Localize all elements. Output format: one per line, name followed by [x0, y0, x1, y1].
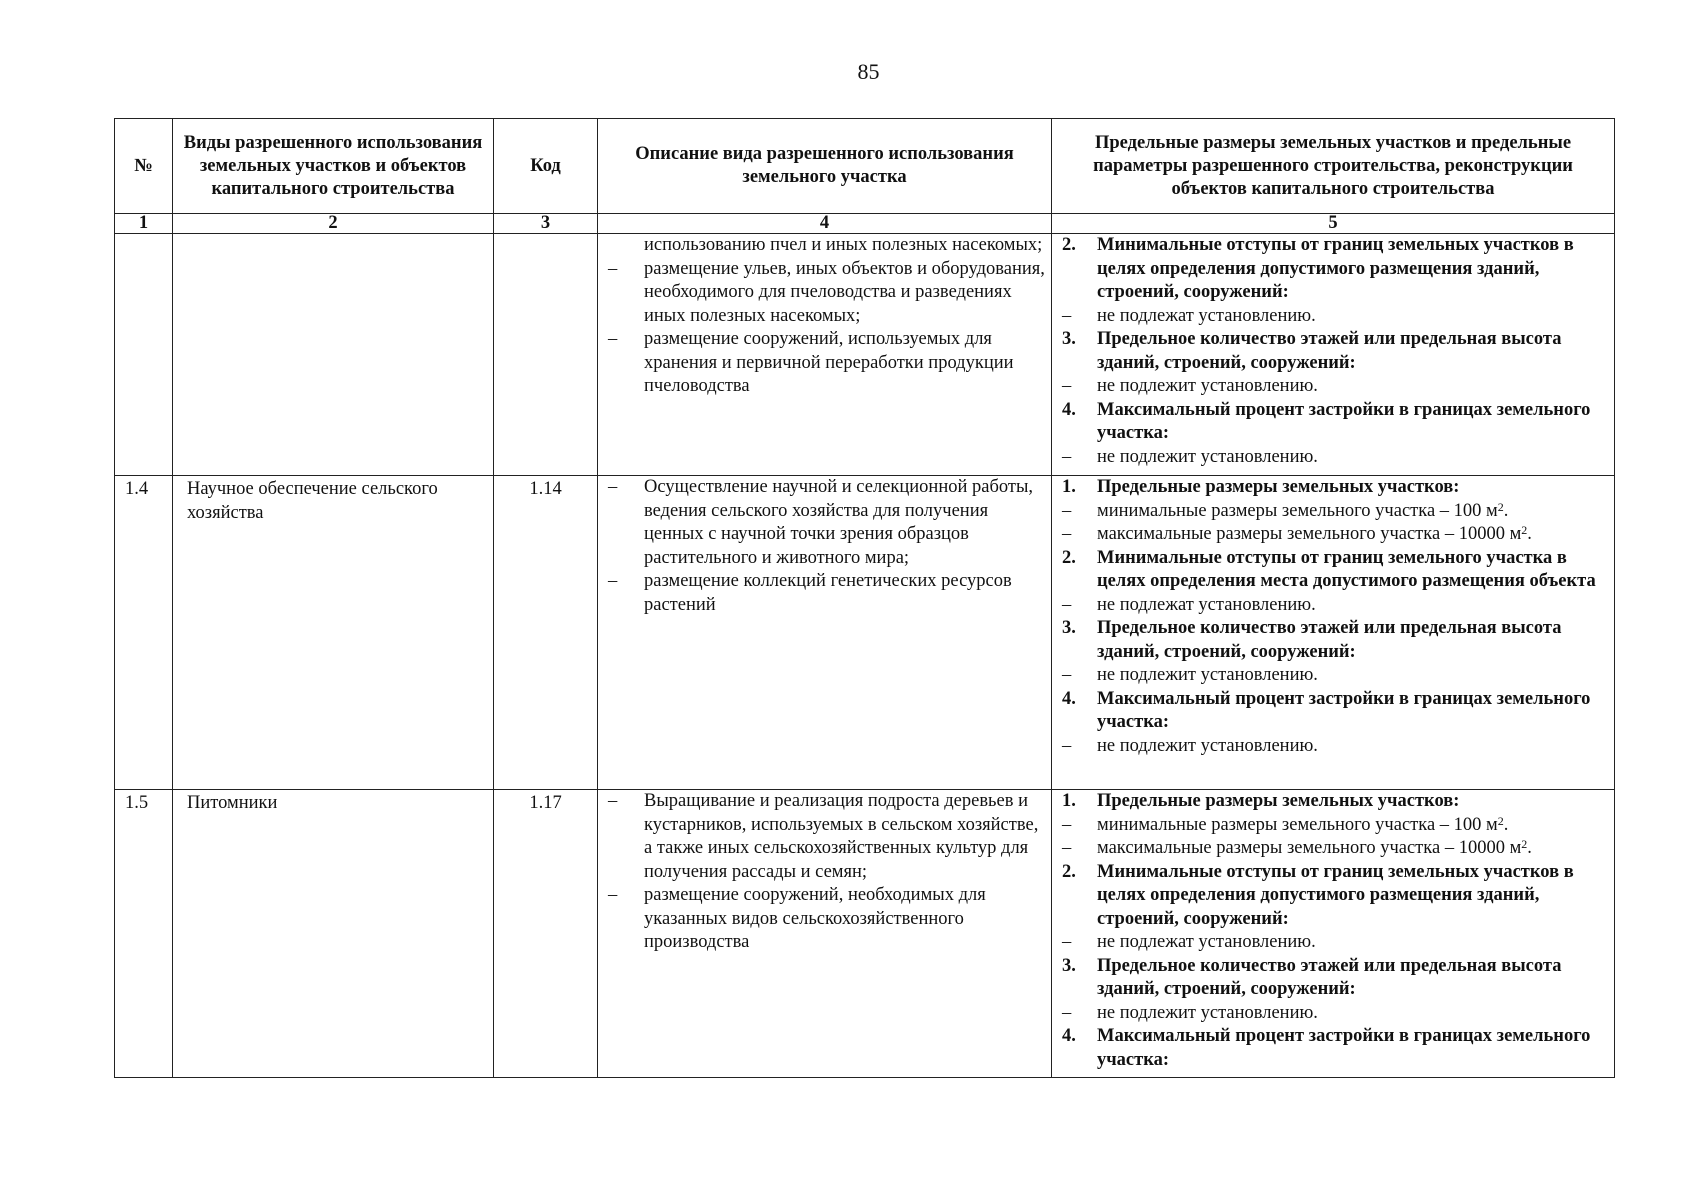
parameter-marker: 2. — [1062, 861, 1076, 882]
parameter-value — [1060, 375, 1610, 399]
parameter-value — [1060, 664, 1610, 688]
parameter-text: Предельные размеры земельных участков: — [1097, 791, 1460, 811]
parameter-heading — [1060, 547, 1610, 594]
parameter-text: Минимальные отступы от границ земельных участков в целях определения допустимого размещения зданий, строений, сооружений: — [1097, 235, 1574, 302]
parameter-heading — [1060, 328, 1610, 375]
description-text: размещение сооружений, необходимых для указанных видов сельскохозяйственного производства — [644, 885, 986, 952]
parameter-heading — [1060, 399, 1610, 446]
description-text: размещение сооружений, используемых для хранения и первичной переработки продукции пчеловодства — [644, 329, 1014, 396]
parameter-heading — [1060, 617, 1610, 664]
parameter-marker: – — [1062, 814, 1072, 835]
parameter-heading — [1060, 688, 1610, 735]
description-text: использованию пчел и иных полезных насекомых; — [644, 235, 1043, 255]
parameter-heading — [1060, 955, 1610, 1002]
cell-code: 1.17 — [494, 790, 598, 1078]
parameter-value — [1060, 523, 1610, 547]
parameter-text: не подлежит установлению. — [1097, 376, 1318, 396]
parameter-marker: – — [1062, 305, 1072, 326]
parameter-value — [1060, 446, 1610, 470]
superscript: 2 — [1521, 837, 1528, 851]
parameter-text: не подлежит установлению. — [1097, 1002, 1318, 1023]
parameter-value — [1060, 594, 1610, 618]
column-number: 2 — [173, 214, 494, 234]
dash-marker: – — [608, 571, 618, 591]
parameter-value — [1060, 735, 1610, 759]
parameter-marker: – — [1062, 735, 1072, 756]
parameter-text: не подлежит установлению. — [1097, 735, 1318, 756]
cell-parameters — [1052, 234, 1615, 476]
cell-usage-type: Питомники — [173, 790, 494, 1078]
description-text: размещение ульев, иных объектов и оборудования, необходимого для пчеловодства и разведениях иных полезных насекомых; — [644, 258, 1045, 326]
parameter-value — [1060, 814, 1610, 838]
cell-number — [115, 234, 173, 476]
dash-marker: – — [608, 791, 618, 811]
parameter-marker: – — [1062, 500, 1072, 521]
parameter-marker: 2. — [1062, 547, 1076, 568]
parameter-marker: 4. — [1062, 399, 1076, 420]
description-item — [606, 234, 1047, 258]
cell-parameters — [1052, 476, 1615, 790]
parameter-text: не подлежат установлению. — [1097, 594, 1316, 615]
parameter-marker: 1. — [1062, 791, 1076, 811]
parameter-tail: . — [1527, 838, 1532, 858]
header-description: Описание вида разрешенного использования земельного участка — [598, 119, 1052, 214]
parameter-marker: – — [1062, 932, 1072, 952]
cell-usage-type — [173, 234, 494, 476]
description-text: Выращивание и реализация подроста деревьев и кустарников, используемых в сельском хозяйстве, а также иных сельскохозяйственных культур для получения рассады и семян; — [644, 791, 1039, 882]
parameter-tail: . — [1503, 814, 1509, 835]
cell-code — [494, 234, 598, 476]
page-number: 85 — [857, 59, 880, 84]
column-number: 3 — [494, 214, 598, 234]
parameter-text: Максимальный процент застройки в границах земельного участка: — [1097, 1026, 1591, 1070]
parameter-value — [1060, 305, 1610, 329]
parameter-value — [1060, 931, 1610, 955]
parameter-text: максимальные размеры земельного участка – 10000 м — [1097, 524, 1522, 544]
parameter-text: минимальные размеры земельного участка – 100 м — [1097, 814, 1498, 835]
superscript: 2 — [1521, 523, 1528, 537]
cell-number: 1.5 — [115, 790, 173, 1078]
parameter-text: Максимальный процент застройки в границах земельного участка: — [1097, 688, 1591, 732]
column-number-row — [115, 214, 1615, 234]
dash-marker: – — [608, 885, 618, 905]
parameter-text: не подлежит установлению. — [1097, 446, 1318, 467]
regulations-table — [114, 118, 1615, 1078]
header-parameters: Предельные размеры земельных участков и предельные параметры разрешенного строительства, реконструкции объектов капитального строительства — [1052, 119, 1615, 214]
parameter-heading — [1060, 790, 1610, 814]
parameter-text: не подлежат установлению. — [1097, 932, 1316, 952]
parameter-marker: – — [1062, 665, 1072, 685]
parameter-text: Предельные размеры земельных участков: — [1097, 477, 1460, 497]
header-usage-type: Виды разрешенного использования земельных участков и объектов капитального строительства — [173, 119, 494, 214]
parameter-heading — [1060, 476, 1610, 500]
parameter-marker: – — [1062, 446, 1072, 467]
header-row — [115, 119, 1615, 214]
parameter-marker: 1. — [1062, 477, 1076, 497]
description-item — [606, 884, 1047, 955]
parameter-heading — [1060, 861, 1610, 932]
parameter-marker: 4. — [1062, 1026, 1076, 1046]
cell-number: 1.4 — [115, 476, 173, 790]
parameter-text: Предельное количество этажей или предельная высота зданий, строений, сооружений: — [1097, 329, 1562, 373]
dash-marker: – — [608, 258, 618, 279]
cell-description — [598, 476, 1052, 790]
parameter-marker: 3. — [1062, 329, 1076, 349]
parameter-text: Минимальные отступы от границ земельного участка в целях определения места допустимого размещения объекта — [1097, 547, 1596, 591]
parameter-marker: 3. — [1062, 618, 1076, 638]
description-item — [606, 258, 1047, 329]
parameter-text: максимальные размеры земельного участка – 10000 м — [1097, 838, 1522, 858]
column-number: 1 — [115, 214, 173, 234]
parameter-value — [1060, 837, 1610, 861]
table-row — [115, 790, 1615, 1078]
parameter-heading — [1060, 1025, 1610, 1072]
parameter-text: минимальные размеры земельного участка – 100 м — [1097, 500, 1498, 521]
parameter-marker: – — [1062, 376, 1072, 396]
parameter-tail: . — [1527, 524, 1532, 544]
parameter-marker: – — [1062, 594, 1072, 615]
parameter-text: не подлежит установлению. — [1097, 665, 1318, 685]
description-text: Осуществление научной и селекционной работы, ведения сельского хозяйства для получения ценных с научной точки зрения образцов растительного и животного мира; — [644, 477, 1034, 568]
column-number: 4 — [598, 214, 1052, 234]
parameter-text: Минимальные отступы от границ земельных участков в целях определения допустимого размещения зданий, строений, сооружений: — [1097, 861, 1574, 929]
table-row — [115, 476, 1615, 790]
table-row — [115, 234, 1615, 476]
dash-marker: – — [608, 477, 618, 497]
cell-description — [598, 234, 1052, 476]
parameter-text: Максимальный процент застройки в границах земельного участка: — [1097, 399, 1591, 443]
description-item — [606, 790, 1047, 884]
superscript: 2 — [1497, 813, 1504, 828]
description-item — [606, 328, 1047, 399]
parameter-marker: – — [1062, 838, 1072, 858]
header-number: № — [115, 119, 173, 214]
column-number: 5 — [1052, 214, 1615, 234]
parameter-heading — [1060, 234, 1610, 305]
parameter-marker: 4. — [1062, 688, 1076, 709]
cell-description — [598, 790, 1052, 1078]
description-item — [606, 476, 1047, 570]
parameter-marker: – — [1062, 524, 1072, 544]
parameter-marker: 2. — [1062, 235, 1076, 255]
parameter-text: Предельное количество этажей или предельная высота зданий, строений, сооружений: — [1097, 955, 1562, 999]
parameter-text: Предельное количество этажей или предельная высота зданий, строений, сооружений: — [1097, 618, 1562, 662]
parameter-marker: – — [1062, 1002, 1072, 1023]
dash-marker: – — [608, 329, 618, 349]
cell-code: 1.14 — [494, 476, 598, 790]
parameter-tail: . — [1503, 500, 1509, 521]
header-code: Код — [494, 119, 598, 214]
superscript: 2 — [1497, 499, 1504, 514]
parameter-value — [1060, 500, 1610, 524]
cell-parameters — [1052, 790, 1615, 1078]
parameter-marker: 3. — [1062, 955, 1076, 976]
description-item — [606, 570, 1047, 617]
parameter-value — [1060, 1002, 1610, 1026]
cell-usage-type: Научное обеспечение сельского хозяйства — [173, 476, 494, 790]
description-text: размещение коллекций генетических ресурсов растений — [644, 571, 1012, 615]
parameter-text: не подлежат установлению. — [1097, 305, 1316, 326]
